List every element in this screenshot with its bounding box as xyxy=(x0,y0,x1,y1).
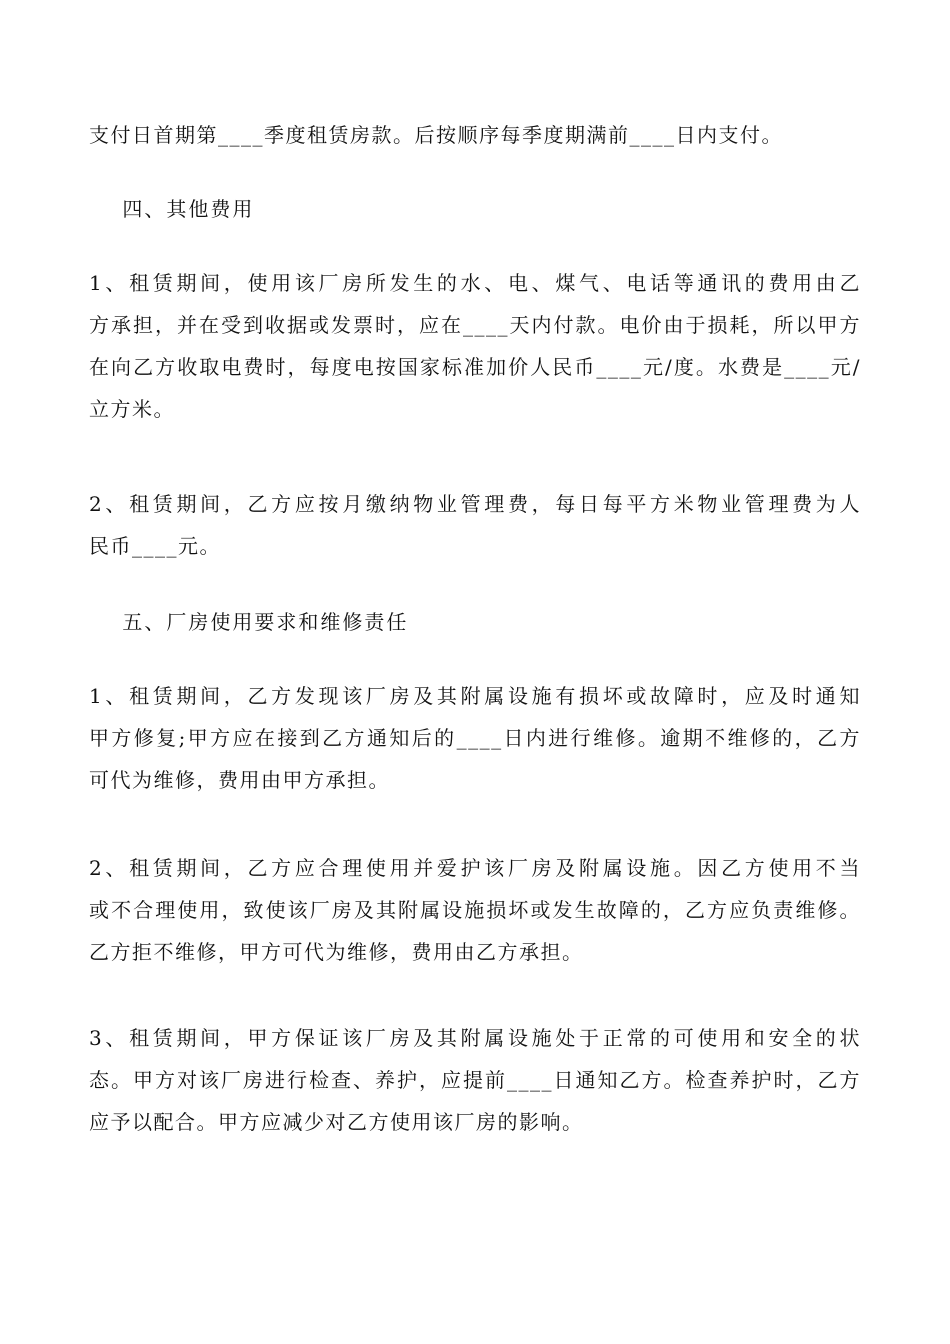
text-line: 应予以配合。甲方应减少对乙方使用该厂房的影响。 xyxy=(89,1110,584,1134)
section-heading-usage-and-repair xyxy=(89,601,861,643)
section-heading-other-fees xyxy=(89,188,861,230)
text-line: 2、租赁期间，乙方应按月缴纳物业管理费，每日每平方米物业管理费为人 xyxy=(89,492,861,516)
paragraph-repair-notice xyxy=(89,675,861,801)
text-line: 或不合理使用，致使该厂房及其附属设施损坏或发生故障的，乙方应负责维修。 xyxy=(89,898,861,922)
text-line: 甲方修复;甲方应在接到乙方通知后的____日内进行维修。逾期不维修的，乙方 xyxy=(89,726,861,750)
text-line: 乙方拒不维修，甲方可代为维修，费用由乙方承担。 xyxy=(89,940,584,964)
text-line: 在向乙方收取电费时，每度电按国家标准加价人民币____元/度。水费是____元/ xyxy=(89,355,861,379)
text-line: 民币____元。 xyxy=(89,534,221,558)
paragraph-safety-inspection xyxy=(89,1017,861,1143)
paragraph-utility-fees xyxy=(89,262,861,430)
text-line: 1、租赁期间，乙方发现该厂房及其附属设施有损坏或故障时，应及时通知 xyxy=(89,684,861,708)
paragraph-proper-use xyxy=(89,847,861,973)
text-line: 支付日首期第____季度租赁房款。后按顺序每季度期满前____日内支付。 xyxy=(89,123,783,147)
text-line: 1、租赁期间，使用该厂房所发生的水、电、煤气、电话等通讯的费用由乙 xyxy=(89,271,861,295)
text-line: 立方米。 xyxy=(89,397,175,421)
paragraph-payment-schedule xyxy=(89,114,861,156)
text-line: 态。甲方对该厂房进行检查、养护，应提前____日通知乙方。检查养护时，乙方 xyxy=(89,1068,861,1092)
text-line: 3、租赁期间，甲方保证该厂房及其附属设施处于正常的可使用和安全的状 xyxy=(89,1026,861,1050)
heading-text: 四、其他费用 xyxy=(89,197,255,221)
text-line: 方承担，并在受到收据或发票时，应在____天内付款。电价由于损耗，所以甲方 xyxy=(89,313,861,337)
text-line: 2、租赁期间，乙方应合理使用并爱护该厂房及附属设施。因乙方使用不当 xyxy=(89,856,861,880)
heading-text: 五、厂房使用要求和维修责任 xyxy=(89,610,409,634)
text-line: 可代为维修，费用由甲方承担。 xyxy=(89,768,390,792)
paragraph-property-management-fee xyxy=(89,483,861,567)
